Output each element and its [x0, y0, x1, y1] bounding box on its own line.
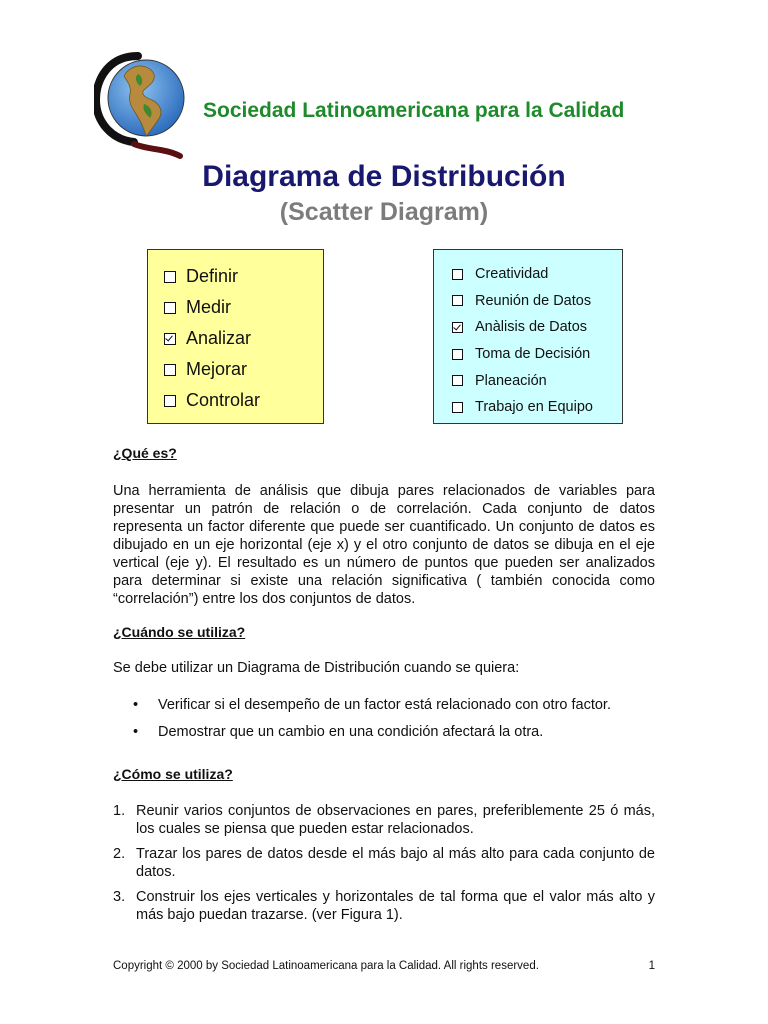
document-subtitle: (Scatter Diagram)	[279, 198, 489, 226]
tool-categories-checklist	[433, 249, 623, 424]
checked-checkbox-icon	[452, 322, 463, 333]
bullet-icon: •	[133, 724, 139, 740]
list-item	[113, 888, 655, 924]
checkbox-icon	[452, 375, 463, 386]
phase-item-mejorar	[164, 354, 323, 385]
tool-label: Toma de Decisión	[475, 346, 591, 363]
list-item	[113, 845, 655, 881]
step-text: Trazar los pares de datos desde el más bajo al más alto para cada conjunto de datos.	[136, 846, 655, 880]
checkbox-icon	[164, 364, 176, 376]
tool-item-creatividad	[452, 261, 622, 288]
list-item-text: Verificar si el desempeño de un factor está relacionado con otro factor.	[158, 697, 611, 713]
checkbox-icon	[164, 302, 176, 314]
when-bullet-list	[113, 696, 655, 750]
tool-item-trabajo-en-equipo	[452, 394, 622, 421]
step-number: 3.	[113, 889, 126, 905]
section-text-what: Una herramienta de análisis que dibuja pares relacionados de variables para presentar un patrón de relación o de correlación. Cada conjunto de datos representa un factor diferente que puede ser cuantificado. Un conjunto de datos es dibujado en un eje horizontal (eje x) y el otro conjunto de datos se dibuja en el eje vertical (eje y). El resultado es un número de puntos que pueden ser analizados para determinar si existe una relación significativa ( también conocida como “correlación”) entre los dos conjuntos de datos.	[113, 483, 655, 607]
document-title: Diagrama de Distribución	[202, 160, 566, 193]
tool-item-planeacion	[452, 367, 622, 394]
phase-item-analizar	[164, 323, 323, 354]
phase-item-definir	[164, 261, 323, 292]
phases-checklist	[147, 249, 324, 424]
step-text: Construir los ejes verticales y horizontales de tal forma que el valor más alto y más bajo puedan trazarse. (ver Figura 1).	[136, 889, 655, 923]
checkbox-icon	[452, 269, 463, 280]
section-heading-when: ¿Cuándo se utiliza?	[113, 624, 246, 640]
section-heading-what: ¿Qué es?	[113, 445, 177, 461]
checkbox-icon	[452, 295, 463, 306]
list-item-text: Demostrar que un cambio en una condición afectará la otra.	[158, 724, 544, 740]
page-number: 1	[648, 960, 655, 972]
tool-item-toma-de-decision	[452, 341, 622, 368]
checkbox-icon	[164, 395, 176, 407]
tool-label: Creatividad	[475, 266, 549, 283]
step-text: Reunir varios conjuntos de observaciones en pares, preferiblemente 25 ó más, los cuales se piensa que pueden estar relacionados.	[136, 803, 655, 837]
globe-q-logo-icon	[94, 52, 190, 160]
phase-label: Definir	[186, 266, 239, 286]
organization-name: Sociedad Latinoamericana para la Calidad	[203, 99, 625, 122]
list-item	[113, 696, 655, 723]
list-item	[113, 802, 655, 838]
phase-label: Medir	[186, 297, 232, 317]
logo	[94, 52, 190, 160]
step-number: 1.	[113, 803, 126, 819]
tool-label: Planeación	[475, 372, 547, 389]
page-footer	[113, 960, 655, 972]
tool-item-reunion-de-datos	[452, 288, 622, 315]
tool-label: Reunión de Datos	[475, 292, 592, 309]
section-intro-when: Se debe utilizar un Diagrama de Distribución cuando se quiera:	[113, 660, 520, 676]
tool-label: Trabajo en Equipo	[475, 399, 593, 416]
checkbox-icon	[452, 349, 463, 360]
bullet-icon: •	[133, 697, 139, 713]
section-heading-how: ¿Cómo se utiliza?	[113, 766, 233, 782]
checked-checkbox-icon	[164, 333, 176, 345]
phase-item-controlar	[164, 385, 323, 416]
checkbox-icon	[452, 402, 463, 413]
list-item	[113, 723, 655, 750]
checkbox-icon	[164, 271, 176, 283]
step-number: 2.	[113, 846, 126, 862]
tool-item-analisis-de-datos	[452, 314, 622, 341]
how-steps-list	[113, 802, 655, 931]
phase-label: Mejorar	[186, 359, 248, 379]
tool-label: Anàlisis de Datos	[475, 319, 588, 336]
phase-label: Controlar	[186, 390, 261, 410]
copyright-text: Copyright © 2000 by Sociedad Latinoamericana para la Calidad. All rights reserved.	[113, 960, 539, 972]
phase-label: Analizar	[186, 328, 252, 348]
phase-item-medir	[164, 292, 323, 323]
